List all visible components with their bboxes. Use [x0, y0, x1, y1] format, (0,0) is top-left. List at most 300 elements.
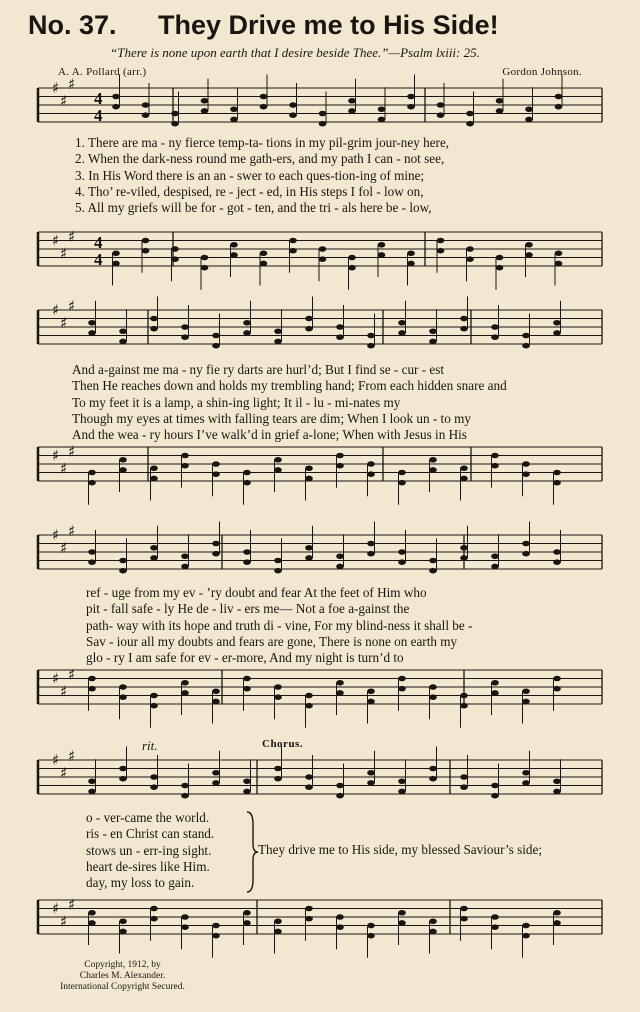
ritardando-marking: rit. — [142, 738, 158, 753]
note-head — [348, 108, 356, 114]
verse-line: ris - en Christ can stand. — [86, 826, 215, 842]
note-head — [525, 117, 533, 123]
note-head — [398, 470, 406, 476]
note-head — [466, 256, 474, 262]
time-signature-top: 4 — [94, 233, 103, 252]
note-head — [522, 541, 530, 547]
note-head — [212, 923, 220, 929]
note-head — [289, 102, 297, 108]
note-head — [201, 265, 209, 271]
note-head — [274, 457, 282, 463]
note-head — [230, 242, 238, 248]
note-head — [378, 106, 386, 112]
sharp-sign: ♯ — [60, 91, 68, 110]
note-head — [181, 690, 189, 696]
note-head — [171, 256, 179, 262]
note-head — [142, 238, 150, 244]
note-head — [555, 104, 563, 110]
note-head — [88, 320, 96, 326]
verse-line: 3. In His Word there is an an - swer to each ques-tion-ing of mine; — [75, 167, 425, 183]
arranger-credit: A. A. Pollard (arr.) — [58, 66, 147, 78]
note-head — [212, 933, 220, 939]
note-head — [289, 112, 297, 118]
note-head — [553, 480, 561, 486]
note-head — [336, 324, 344, 330]
note-head — [491, 553, 499, 559]
note-head — [429, 558, 437, 564]
note-head — [555, 94, 563, 100]
note-head — [522, 933, 530, 939]
note-head — [274, 339, 282, 345]
composer-credit: Gordon Johnson. — [502, 66, 582, 78]
note-head — [119, 467, 127, 473]
time-signature-bottom: 4 — [94, 106, 103, 125]
note-head — [378, 117, 386, 123]
note-head — [171, 246, 179, 252]
verse-line: And the wea - ry hours I’ve walk’d in grief a-lone; When with Jesus in His — [72, 427, 467, 443]
note-head — [150, 555, 158, 561]
note-head — [336, 553, 344, 559]
note-head — [260, 94, 268, 100]
note-head — [305, 555, 313, 561]
note-head — [491, 564, 499, 570]
note-head — [305, 703, 313, 709]
note-head — [150, 774, 158, 780]
note-head — [466, 246, 474, 252]
sharp-sign: ♯ — [52, 669, 60, 688]
note-head — [398, 789, 406, 795]
note-head — [522, 780, 530, 786]
note-head — [466, 111, 474, 117]
note-head — [367, 923, 375, 929]
note-head — [319, 246, 327, 252]
note-head — [466, 121, 474, 127]
note-head — [88, 920, 96, 926]
note-head — [429, 339, 437, 345]
verse-line: Though my eyes at times with falling tears are dim; When I look un - to my — [72, 410, 471, 426]
note-head — [88, 676, 96, 682]
note-head — [181, 793, 189, 799]
verse-line: Then He reaches down and holds my trembling hand; From each hidden snare and — [72, 378, 507, 394]
note-head — [407, 261, 415, 267]
note-head — [553, 320, 561, 326]
note-head — [201, 98, 209, 104]
note-head — [522, 343, 530, 349]
note-head — [553, 778, 561, 784]
note-head — [553, 549, 561, 555]
note-head — [437, 248, 445, 254]
verse-line: Sav - iour all my doubts and fears are gone, There is none on earth my — [86, 633, 458, 649]
note-head — [212, 688, 220, 694]
verse-block-3 — [86, 585, 472, 666]
verse-line: To my feet it is a lamp, a shin-ing light; It il - lu - mi-nates my — [72, 394, 401, 410]
sharp-sign: ♯ — [52, 526, 60, 544]
note-head — [119, 766, 127, 772]
note-head — [553, 910, 561, 916]
note-head — [274, 766, 282, 772]
note-head — [429, 694, 437, 700]
note-head — [142, 248, 150, 254]
refrain-line: They drive me to His side, my blessed Saviour’s side; — [258, 842, 542, 857]
note-head — [243, 330, 251, 336]
note-head — [367, 699, 375, 705]
note-head — [119, 328, 127, 334]
note-head — [88, 549, 96, 555]
sharp-sign: ♯ — [68, 746, 76, 765]
note-head — [398, 480, 406, 486]
note-head — [367, 333, 375, 339]
sharp-sign: ♯ — [60, 538, 68, 557]
note-head — [274, 568, 282, 574]
note-head — [305, 906, 313, 912]
note-head — [398, 778, 406, 784]
note-head — [260, 104, 268, 110]
note-head — [398, 676, 406, 682]
note-head — [212, 699, 220, 705]
sharp-sign: ♯ — [68, 665, 76, 684]
note-head — [553, 686, 561, 692]
note-head — [112, 94, 120, 100]
note-head — [336, 793, 344, 799]
note-head — [437, 102, 445, 108]
note-head — [336, 914, 344, 920]
note-head — [119, 457, 127, 463]
sharp-sign: ♯ — [68, 227, 76, 246]
note-head — [212, 551, 220, 557]
note-head — [150, 316, 158, 322]
sharp-sign: ♯ — [60, 763, 68, 782]
note-head — [522, 471, 530, 477]
note-head — [378, 242, 386, 248]
note-head — [398, 910, 406, 916]
note-head — [112, 104, 120, 110]
note-head — [491, 914, 499, 920]
note-head — [336, 924, 344, 930]
note-head — [201, 108, 209, 114]
note-head — [305, 465, 313, 471]
note-head — [243, 676, 251, 682]
note-head — [289, 248, 297, 254]
note-head — [119, 694, 127, 700]
note-head — [274, 684, 282, 690]
note-head — [491, 793, 499, 799]
copyright-notice — [30, 960, 215, 993]
note-head — [212, 333, 220, 339]
note-head — [274, 929, 282, 935]
note-head — [429, 766, 437, 772]
note-head — [491, 334, 499, 340]
note-head — [319, 256, 327, 262]
verse-block-2 — [72, 362, 507, 443]
note-head — [367, 541, 375, 547]
note-head — [230, 106, 238, 112]
note-head — [336, 783, 344, 789]
chorus-heading: Chorus. — [262, 738, 304, 750]
note-head — [522, 551, 530, 557]
note-head — [496, 265, 504, 271]
note-head — [491, 783, 499, 789]
note-head — [398, 559, 406, 565]
note-head — [171, 111, 179, 117]
note-head — [274, 694, 282, 700]
note-head — [274, 558, 282, 564]
verse-line: pit - fall safe - ly He de - liv - ers me— Not a foe a-gainst the — [86, 601, 410, 617]
verse-line: o - ver-came the world. — [86, 810, 210, 825]
note-head — [522, 461, 530, 467]
note-head — [398, 549, 406, 555]
note-head — [212, 343, 220, 349]
note-head — [429, 929, 437, 935]
note-head — [553, 559, 561, 565]
time-signature-top: 4 — [94, 89, 103, 108]
note-head — [367, 770, 375, 776]
note-head — [212, 541, 220, 547]
note-head — [119, 929, 127, 935]
note-head — [525, 242, 533, 248]
refrain-brace — [247, 812, 258, 892]
note-head — [119, 684, 127, 690]
note-head — [243, 470, 251, 476]
note-head — [336, 453, 344, 459]
note-head — [491, 324, 499, 330]
note-head — [496, 108, 504, 114]
verse-line: glo - ry I am safe for ev - er-more, And my night is turn’d to — [86, 650, 404, 666]
note-head — [230, 117, 238, 123]
note-head — [407, 104, 415, 110]
verse-line: day, my loss to gain. — [86, 875, 195, 891]
note-head — [181, 783, 189, 789]
note-head — [336, 334, 344, 340]
note-head — [150, 693, 158, 699]
note-head — [150, 703, 158, 709]
note-head — [522, 770, 530, 776]
note-head — [553, 330, 561, 336]
scripture-epigraph: “There is none upon earth that I desire beside Thee.”—Psalm lxiii: 25. — [110, 45, 480, 60]
note-head — [88, 480, 96, 486]
verse-line: ref - uge from my ev - ’ry doubt and fear At the feet of Him who — [86, 585, 427, 600]
note-head — [274, 467, 282, 473]
note-head — [491, 463, 499, 469]
note-head — [460, 906, 468, 912]
note-head — [181, 924, 189, 930]
note-head — [553, 470, 561, 476]
note-head — [367, 471, 375, 477]
note-head — [348, 98, 356, 104]
note-head — [491, 453, 499, 459]
copyright-line: Copyright, 1912, by — [84, 960, 161, 970]
note-head — [181, 453, 189, 459]
note-head — [112, 261, 120, 267]
sharp-sign: ♯ — [68, 296, 76, 315]
note-head — [555, 250, 563, 256]
note-head — [119, 568, 127, 574]
sharp-sign: ♯ — [60, 459, 68, 478]
note-head — [230, 252, 238, 258]
note-head — [305, 545, 313, 551]
note-head — [150, 476, 158, 482]
note-head — [119, 918, 127, 924]
note-head — [336, 564, 344, 570]
verse-line: stows un - err-ing sight. — [86, 842, 212, 858]
sharp-sign: ♯ — [68, 521, 76, 540]
sharp-sign: ♯ — [52, 751, 60, 769]
note-head — [305, 784, 313, 790]
note-head — [522, 923, 530, 929]
sharp-sign: ♯ — [68, 895, 76, 914]
note-head — [429, 918, 437, 924]
note-head — [150, 545, 158, 551]
note-head — [525, 252, 533, 258]
note-head — [305, 916, 313, 922]
note-head — [460, 465, 468, 471]
note-head — [150, 326, 158, 332]
sharp-sign: ♯ — [52, 231, 60, 250]
verse-block-4 — [86, 810, 214, 891]
note-head — [305, 316, 313, 322]
note-head — [367, 688, 375, 694]
note-head — [460, 326, 468, 332]
sharp-sign: ♯ — [60, 912, 68, 931]
note-head — [142, 112, 150, 118]
note-head — [305, 774, 313, 780]
note-head — [181, 324, 189, 330]
verse-line: 1. There are ma - ny fierce temp-ta- tions in my pil-grim jour-ney here, — [75, 135, 450, 150]
sharp-sign: ♯ — [60, 313, 68, 332]
verse-line: And a-gainst me ma - ny fie ry darts are hurl’d; But I find se - cur - est — [72, 362, 445, 377]
note-head — [212, 770, 220, 776]
note-head — [553, 676, 561, 682]
note-head — [260, 250, 268, 256]
note-head — [367, 933, 375, 939]
note-head — [398, 330, 406, 336]
note-head — [289, 238, 297, 244]
note-head — [522, 699, 530, 705]
note-head — [274, 918, 282, 924]
note-head — [88, 330, 96, 336]
note-head — [181, 334, 189, 340]
note-head — [460, 784, 468, 790]
verse-line: 5. All my griefs will be for - got - ten, and the tri - als here be - low, — [75, 200, 432, 216]
sharp-sign: ♯ — [60, 244, 68, 263]
note-head — [429, 568, 437, 574]
note-head — [398, 686, 406, 692]
verse-line: 4. Tho’ re-viled, despised, re - ject - ed, in His steps I fol - low on, — [75, 183, 424, 199]
note-head — [348, 265, 356, 271]
sharp-sign: ♯ — [68, 74, 76, 93]
note-head — [88, 559, 96, 565]
note-head — [367, 343, 375, 349]
note-head — [348, 255, 356, 261]
note-head — [378, 252, 386, 258]
note-head — [336, 680, 344, 686]
note-head — [496, 98, 504, 104]
verse-line: 2. When the dark-ness round me gath-ers, and my path I can - not see, — [75, 151, 445, 167]
sharp-sign: ♯ — [52, 79, 60, 97]
sharp-sign: ♯ — [68, 442, 76, 461]
note-head — [260, 261, 268, 267]
time-signature-bottom: 4 — [94, 250, 103, 269]
note-head — [274, 328, 282, 334]
note-head — [336, 463, 344, 469]
note-head — [181, 680, 189, 686]
note-head — [88, 470, 96, 476]
note-head — [437, 112, 445, 118]
note-head — [305, 326, 313, 332]
note-head — [88, 789, 96, 795]
sharp-sign: ♯ — [52, 446, 60, 465]
note-head — [522, 688, 530, 694]
note-head — [150, 906, 158, 912]
note-head — [119, 558, 127, 564]
note-head — [553, 920, 561, 926]
note-head — [243, 686, 251, 692]
note-head — [491, 924, 499, 930]
note-head — [212, 471, 220, 477]
verse-line: heart de-sires like Him. — [86, 858, 210, 874]
verse-block-1 — [75, 135, 449, 216]
note-head — [319, 121, 327, 127]
note-head — [243, 320, 251, 326]
note-head — [150, 465, 158, 471]
note-head — [525, 106, 533, 112]
note-head — [181, 463, 189, 469]
note-head — [243, 480, 251, 486]
note-head — [119, 339, 127, 345]
note-head — [429, 328, 437, 334]
note-head — [88, 910, 96, 916]
note-head — [142, 102, 150, 108]
sharp-sign: ♯ — [60, 682, 68, 701]
note-head — [243, 789, 251, 795]
note-head — [88, 778, 96, 784]
note-head — [460, 774, 468, 780]
note-head — [491, 680, 499, 686]
note-head — [181, 914, 189, 920]
verse-line: path- way with its hope and truth di - vine, For my blind-ness it shall be - — [86, 617, 473, 633]
copyright-line: Charles M. Alexander. — [79, 971, 166, 981]
note-head — [460, 916, 468, 922]
note-head — [429, 467, 437, 473]
note-head — [150, 784, 158, 790]
note-head — [553, 789, 561, 795]
note-head — [460, 316, 468, 322]
note-head — [336, 690, 344, 696]
note-head — [305, 476, 313, 482]
note-head — [171, 121, 179, 127]
note-head — [119, 776, 127, 782]
note-head — [243, 920, 251, 926]
note-head — [367, 780, 375, 786]
note-head — [305, 693, 313, 699]
note-head — [367, 461, 375, 467]
sharp-sign: ♯ — [52, 899, 60, 918]
note-head — [555, 261, 563, 267]
sharp-sign: ♯ — [52, 301, 60, 319]
copyright-line: International Copyright Secured. — [60, 982, 185, 992]
note-head — [181, 553, 189, 559]
note-head — [437, 238, 445, 244]
note-head — [201, 255, 209, 261]
note-head — [460, 476, 468, 482]
note-head — [491, 690, 499, 696]
note-head — [398, 920, 406, 926]
note-head — [212, 780, 220, 786]
hymn-title: They Drive me to His Side! — [158, 10, 499, 40]
note-head — [319, 111, 327, 117]
note-head — [243, 549, 251, 555]
note-head — [496, 255, 504, 261]
note-head — [407, 94, 415, 100]
